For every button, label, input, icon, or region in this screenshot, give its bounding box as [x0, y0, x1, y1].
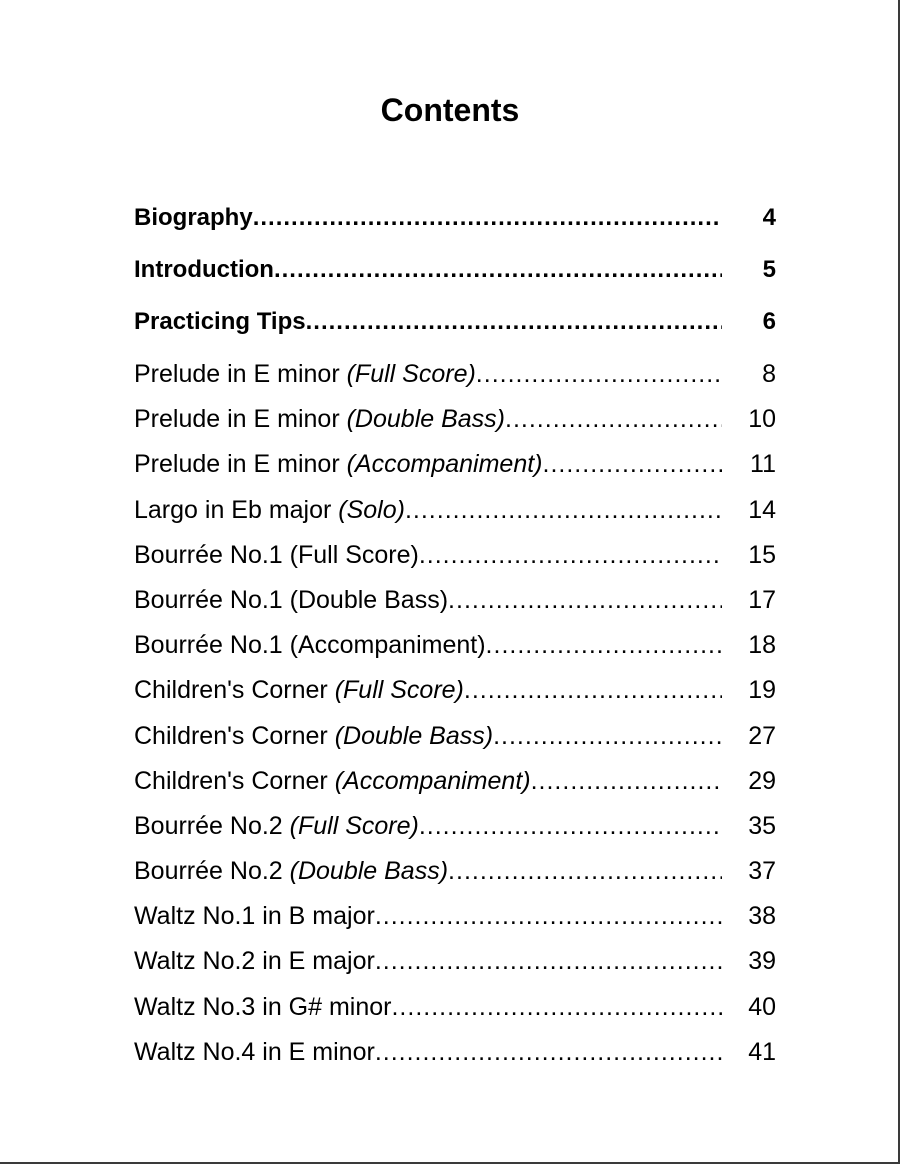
- toc-entry-text: [134, 625, 722, 665]
- dot-leader: [448, 580, 722, 620]
- toc-page-number: 14: [748, 495, 776, 524]
- toc-entry[interactable]: [134, 490, 776, 535]
- toc-entry-label: [134, 198, 253, 238]
- toc-entry-text: [134, 941, 722, 981]
- toc-entry-text: [134, 580, 722, 620]
- dot-leader: [375, 1032, 722, 1072]
- toc-entry-text: [134, 198, 722, 238]
- toc-entry-text: [134, 896, 722, 936]
- toc-entry[interactable]: [134, 444, 776, 489]
- dot-leader: [375, 941, 722, 981]
- toc-entry-title: Prelude in E minor: [134, 450, 347, 479]
- toc-entry[interactable]: [134, 716, 776, 761]
- dot-leader: [375, 896, 722, 936]
- toc-entry-title: Bourrée No.2: [134, 811, 290, 840]
- toc-entry-title: Introduction: [134, 256, 274, 283]
- toc-page-number: 6: [762, 308, 776, 335]
- toc-entry-title: Bourrée No.2: [134, 857, 290, 886]
- toc-entry-label: [134, 444, 543, 484]
- dot-leader: [476, 354, 722, 394]
- toc-entry-label: [134, 670, 464, 710]
- toc-entry-subtitle: (Solo): [338, 495, 405, 524]
- toc-entry-subtitle: (Double Bass): [289, 857, 449, 886]
- dot-leader: [419, 535, 722, 575]
- toc-page-number: 15: [748, 540, 776, 569]
- toc-entry-title: Waltz No.4 in E minor: [134, 1037, 375, 1066]
- toc-entry[interactable]: [134, 941, 776, 986]
- toc-entry-label: [134, 625, 486, 665]
- toc-entry-text: [134, 354, 722, 394]
- toc-entry-label: [134, 490, 405, 530]
- table-of-contents: [134, 198, 776, 1077]
- dot-leader: [274, 250, 722, 290]
- toc-page-number: 8: [762, 360, 776, 388]
- toc-entry-title: Bourrée No.1 (Full Score): [134, 540, 419, 569]
- toc-entry[interactable]: [134, 354, 776, 399]
- toc-entry-label: [134, 302, 306, 342]
- toc-entry[interactable]: [134, 670, 776, 715]
- toc-page-number: 39: [748, 947, 776, 976]
- toc-entry-label: [134, 716, 493, 756]
- dot-leader: [391, 987, 722, 1027]
- dot-leader: [253, 198, 722, 238]
- toc-entry-label: [134, 761, 531, 801]
- toc-entry-title: Practicing Tips: [134, 308, 306, 335]
- toc-page-number: 11: [750, 450, 776, 479]
- toc-entry[interactable]: [134, 806, 776, 851]
- toc-entry-title: Bourrée No.1 (Double Bass): [134, 585, 449, 614]
- toc-entry-label: [134, 896, 375, 936]
- toc-entry-text: [134, 444, 722, 484]
- toc-page-number: 19: [748, 676, 776, 705]
- toc-entry[interactable]: [134, 851, 776, 896]
- toc-entry-subtitle: (Full Score): [289, 811, 419, 840]
- toc-entry[interactable]: [134, 580, 776, 625]
- toc-entry-label: [134, 535, 419, 575]
- toc-entry-title: Children's Corner: [134, 766, 335, 795]
- toc-entry[interactable]: [134, 399, 776, 444]
- toc-entry-title: Waltz No.2 in E major: [134, 947, 375, 976]
- toc-entry-label: [134, 987, 391, 1027]
- toc-entry-text: [134, 250, 722, 290]
- toc-entry-text: [134, 399, 722, 439]
- dot-leader: [486, 625, 722, 665]
- toc-entry-title: Prelude in E minor: [134, 360, 347, 388]
- toc-entry-subtitle: (Double Bass): [346, 405, 506, 434]
- toc-entry[interactable]: [134, 198, 776, 250]
- toc-page-number: 40: [748, 992, 776, 1021]
- toc-entry-title: Prelude in E minor: [134, 405, 347, 434]
- toc-page-number: 5: [762, 256, 776, 283]
- toc-page-number: 27: [748, 721, 776, 750]
- toc-page-number: 18: [748, 631, 776, 660]
- dot-leader: [419, 806, 722, 846]
- toc-entry-text: [134, 535, 722, 575]
- toc-entry-text: [134, 670, 722, 710]
- dot-leader: [531, 761, 722, 801]
- dot-leader: [405, 490, 722, 530]
- toc-entry-subtitle: (Accompaniment): [346, 450, 543, 479]
- toc-entry-text: [134, 851, 722, 891]
- page-title: Contents: [380, 92, 520, 128]
- toc-entry[interactable]: [134, 535, 776, 580]
- toc-entry-title: Largo in Eb major: [134, 495, 339, 524]
- dot-leader: [448, 851, 722, 891]
- dot-leader: [543, 444, 722, 484]
- toc-page-number: 41: [748, 1037, 776, 1066]
- toc-entry-label: [134, 941, 375, 981]
- toc-page-number: 35: [748, 811, 776, 840]
- toc-entry-text: [134, 490, 722, 530]
- toc-page-number: 17: [748, 585, 776, 614]
- toc-entry-label: [134, 399, 505, 439]
- toc-entry[interactable]: [134, 302, 776, 354]
- toc-entry[interactable]: [134, 987, 776, 1032]
- toc-entry-text: [134, 987, 722, 1027]
- toc-entry-label: [134, 1032, 375, 1072]
- toc-entry-subtitle: (Full Score): [346, 360, 476, 388]
- toc-entry[interactable]: [134, 896, 776, 941]
- toc-entry-title: Biography: [134, 204, 253, 231]
- toc-entry-title: Waltz No.3 in G# minor: [134, 992, 392, 1021]
- toc-entry-title: Children's Corner: [134, 676, 335, 705]
- toc-entry-title: Waltz No.1 in B major: [134, 902, 375, 931]
- toc-entry-text: [134, 806, 722, 846]
- toc-entry-text: [134, 761, 722, 801]
- toc-entry-text: [134, 1032, 722, 1072]
- toc-entry-subtitle: (Full Score): [334, 676, 464, 705]
- toc-entry-title: Children's Corner: [134, 721, 335, 750]
- toc-entry-text: [134, 302, 722, 342]
- toc-entry[interactable]: [134, 761, 776, 806]
- dot-leader: [493, 716, 722, 756]
- toc-page-number: 37: [748, 857, 776, 886]
- dot-leader: [505, 399, 722, 439]
- toc-entry-subtitle: (Accompaniment): [334, 766, 531, 795]
- toc-entry-label: [134, 354, 476, 394]
- toc-entry-text: [134, 716, 722, 756]
- toc-entry-subtitle: (Double Bass): [334, 721, 494, 750]
- toc-entry-label: [134, 851, 448, 891]
- toc-entry-title: Bourrée No.1 (Accompaniment): [134, 631, 486, 660]
- toc-page-number: 4: [762, 204, 776, 231]
- toc-entry[interactable]: [134, 625, 776, 670]
- toc-entry[interactable]: [134, 1032, 776, 1077]
- toc-entry-label: [134, 580, 448, 620]
- toc-entry[interactable]: [134, 250, 776, 302]
- toc-entry-label: [134, 250, 274, 290]
- toc-page-number: 10: [748, 405, 776, 434]
- dot-leader: [306, 302, 722, 342]
- toc-page-number: 29: [748, 766, 776, 795]
- toc-page-number: 38: [748, 902, 776, 931]
- toc-entry-label: [134, 806, 419, 846]
- dot-leader: [464, 670, 722, 710]
